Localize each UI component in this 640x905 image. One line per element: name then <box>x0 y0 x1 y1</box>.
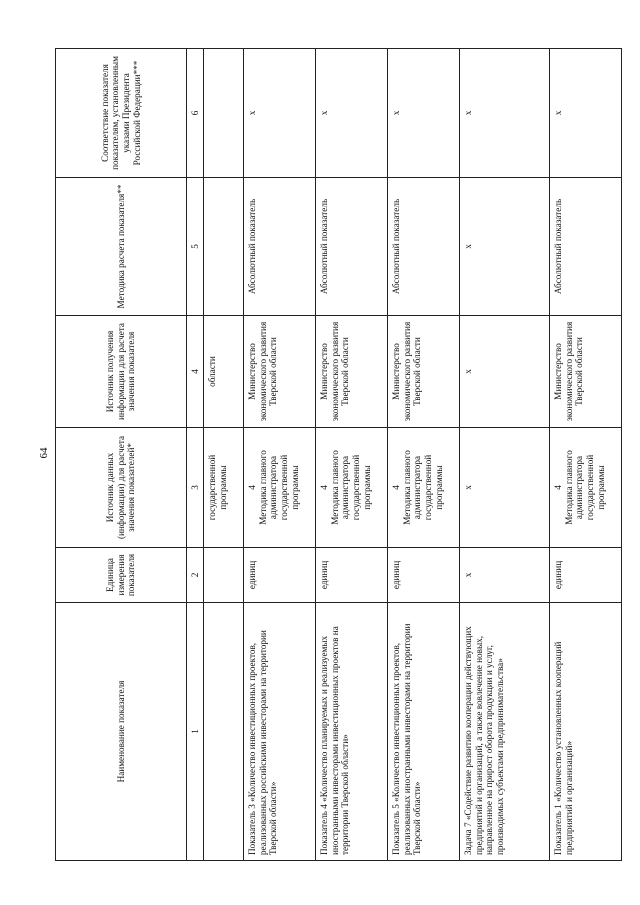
table-cell: х <box>316 49 388 178</box>
table-cell: х <box>460 49 550 178</box>
table-cell: х <box>460 428 550 548</box>
column-number: 2 <box>187 548 204 603</box>
header-indicator-name: Наименование показателя <box>56 603 187 861</box>
table-cell: Показатель 1 «Количество установленных коопераций предприятий и организаций» <box>550 603 622 861</box>
page-number: 64 <box>38 447 50 459</box>
table-cell: единиц <box>550 548 622 603</box>
column-number: 4 <box>187 316 204 428</box>
table-cell: Показатель 4 «Количество планируемых и реализуемых иностранными инвесторами инвестиционных проектов на территории Тверской области» <box>316 603 388 861</box>
table-cell: х <box>460 178 550 316</box>
table-row <box>316 49 388 861</box>
table-cell: Абсолютный показатель <box>388 178 460 316</box>
header-unit: Единица измерения показателя <box>56 548 187 603</box>
table-cell: Абсолютный показатель <box>316 178 388 316</box>
table-cell: х <box>388 49 460 178</box>
column-number: 3 <box>187 428 204 548</box>
table-cell <box>204 548 244 603</box>
table-cell: Абсолютный показатель <box>550 178 622 316</box>
rotated-table-container <box>55 49 606 861</box>
table-cell: Министерство экономического развития Тверской области <box>388 316 460 428</box>
table-cell: Задача 7 «Содействие развитию кооперации действующих предприятий и организаций, а также вовлечение новых, направленное на прирост оборота продукции и услуг, производимых субъектами предпринимательства» <box>460 603 550 861</box>
table-row <box>204 49 244 861</box>
table-cell: х <box>460 316 550 428</box>
table-cell: 4 Методика главного администратора государственной программы <box>316 428 388 548</box>
header-presidential-decrees: Соответствие показателя показателям, установленным указами Президента Российской Федерации*** <box>56 49 187 178</box>
table-cell: Показатель 5 «Количество инвестиционных проектов, реализованных иностранными инвесторами на территории Тверской области» <box>388 603 460 861</box>
table-header-row <box>56 49 187 861</box>
header-calc-method: Методика расчета показателя** <box>56 178 187 316</box>
table-row <box>244 49 316 861</box>
table-cell: Министерство экономического развития Тверской области <box>550 316 622 428</box>
table-cell: х <box>550 49 622 178</box>
column-number: 1 <box>187 603 204 861</box>
table-cell <box>204 178 244 316</box>
header-info-source: Источник получения информации для расчета значения показателя <box>56 316 187 428</box>
table-body <box>204 49 622 861</box>
table-cell: х <box>244 49 316 178</box>
column-number: 6 <box>187 49 204 178</box>
table-row <box>460 49 550 861</box>
column-number-row <box>187 49 204 861</box>
table-cell: Министерство экономического развития Тверской области <box>244 316 316 428</box>
table-cell: государственной программы <box>204 428 244 548</box>
table-cell: х <box>460 548 550 603</box>
table-cell: области <box>204 316 244 428</box>
table-cell: 4 Методика главного администратора государственной программы <box>550 428 622 548</box>
header-data-source: Источник данных (информации) для расчета значения показателей* <box>56 428 187 548</box>
column-number: 5 <box>187 178 204 316</box>
table-cell <box>204 49 244 178</box>
table-cell: Министерство экономического развития Тверской области <box>316 316 388 428</box>
table-cell: Показатель 3 «Количество инвестиционных проектов, реализованных российскими инвесторами на территории Тверской области» <box>244 603 316 861</box>
table-cell: единиц <box>316 548 388 603</box>
table-cell <box>204 603 244 861</box>
table-cell: 4 Методика главного администратора государственной программы <box>244 428 316 548</box>
table-row <box>388 49 460 861</box>
indicators-table <box>55 48 622 861</box>
table-cell: единиц <box>388 548 460 603</box>
table-cell: Абсолютный показатель <box>244 178 316 316</box>
table-cell: 4 Методика главного администратора государственной программы <box>388 428 460 548</box>
table-cell: единиц <box>244 548 316 603</box>
table-row <box>550 49 622 861</box>
